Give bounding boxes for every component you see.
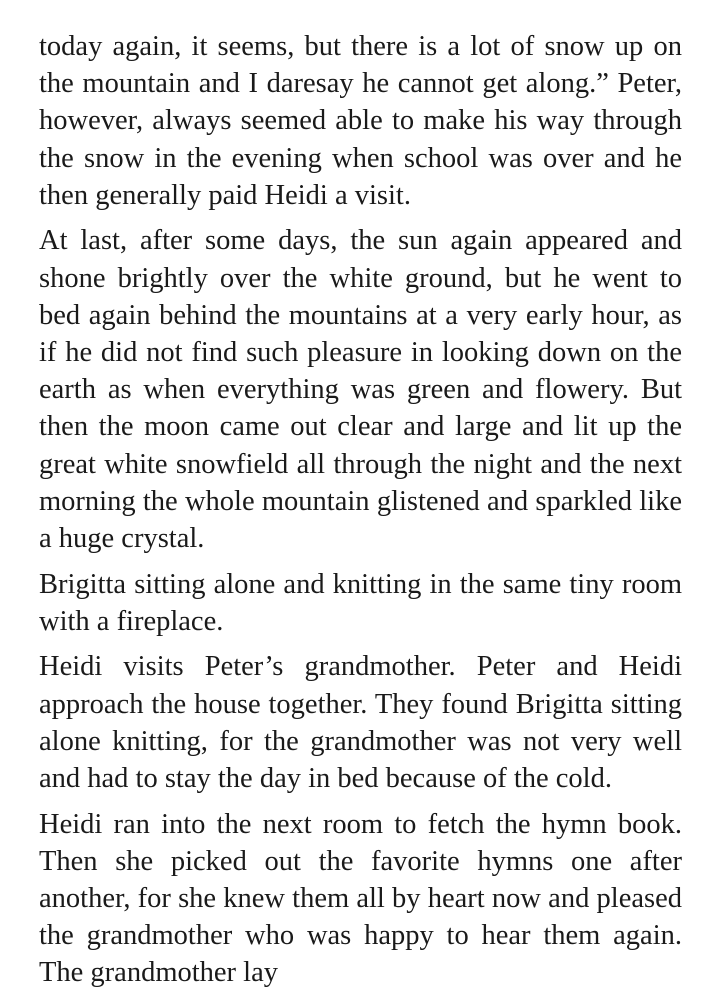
paragraph-1: today again, it seems, but there is a lot of snow up on the mountain and I daresay he cannot get along.” Peter, however, always seemed able to make his way through the snow in the evening when school was over and he then generally paid Heidi a visit.	[39, 31, 682, 211]
paragraph-3: Brigitta sitting alone and knitting in the same tiny room with a fireplace.	[39, 568, 682, 637]
paragraph-5: Heidi ran into the next room to fetch the hymn book. Then she picked out the favorite hymns one after another, for she knew them all by heart now and pleased the grandmother who was happy to hear them again. The grandmother lay	[39, 808, 682, 989]
paragraph-4: Heidi visits Peter’s grandmother. Peter and Heidi approach the house together. They found Brigitta sitting alone knitting, for the grandmother was not very well and had to stay the day in bed because of the cold.	[39, 651, 682, 795]
paragraph-2: At last, after some days, the sun again appeared and shone brightly over the white ground, but he went to bed again behind the mountains at a very early hour, as if he did not find such pleasure in looking down on the earth as when everything was green and flowery. But then the moon came out clear and large and lit up the great white snowfield all through the night and the next morning the whole mountain glistened and sparkled like a huge crystal.	[39, 225, 682, 555]
